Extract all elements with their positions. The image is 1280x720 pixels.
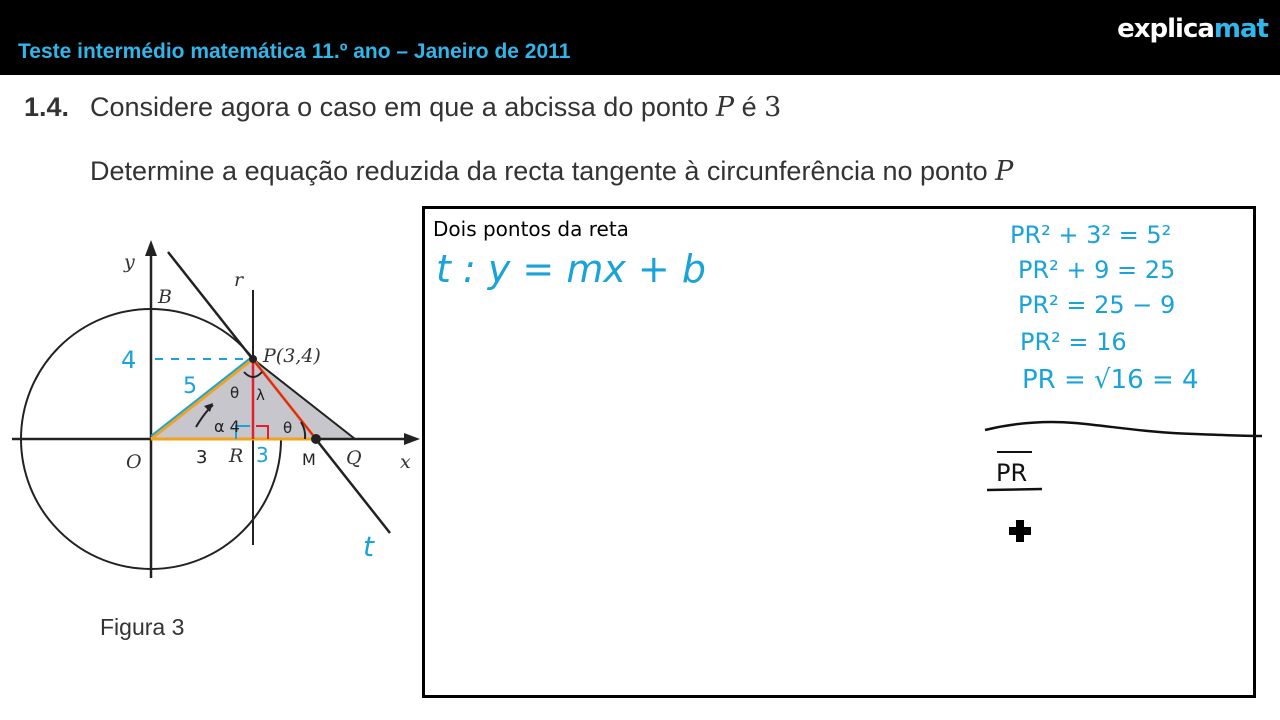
point-p	[249, 355, 257, 363]
label-p: P(3,4)	[263, 345, 321, 367]
label-y: y	[124, 251, 135, 273]
brand-logo	[1117, 14, 1268, 44]
calc-line-1: PR² + 3² = 5²	[1010, 221, 1172, 249]
annot-three-left: 3	[196, 447, 208, 468]
annot-alpha-four: α 4	[214, 417, 240, 436]
y-axis-arrow	[145, 240, 157, 256]
x-axis-arrow	[404, 433, 420, 445]
annot-lambda: λ	[256, 386, 265, 404]
abscissa-value: 3	[764, 92, 782, 123]
label-x: x	[400, 451, 411, 473]
calc-line-5: PR = √16 = 4	[1022, 365, 1199, 395]
question-number: 1.4.	[24, 92, 70, 122]
annot-theta-right: θ	[283, 419, 293, 437]
video-title: Teste intermédio matemática 11.º ano – Janeiro de 2011	[18, 40, 571, 63]
point-p-var: P	[715, 92, 735, 123]
label-q: Q	[346, 447, 362, 469]
figure-caption: Figura 3	[100, 614, 185, 640]
label-b: B	[158, 286, 172, 308]
question-line-2	[90, 156, 1013, 187]
annot-three-right: 3	[256, 443, 269, 467]
label-r-point: R	[229, 445, 244, 467]
point-m	[311, 434, 321, 444]
annot-theta-top: θ	[230, 384, 240, 402]
geometry-figure	[0, 200, 420, 620]
tangent-equation: t : y = mx + b	[436, 247, 706, 291]
board-label: Dois pontos da reta	[433, 217, 629, 241]
annot-four: 4	[121, 346, 137, 374]
calc-line-4: PR² = 16	[1020, 328, 1127, 356]
annot-five: 5	[183, 374, 197, 399]
whiteboard[interactable]	[422, 206, 1256, 698]
question-line-1-mid: é	[741, 92, 757, 122]
label-o: O	[126, 451, 142, 473]
header-bar	[0, 0, 1280, 75]
fraction-numerator: PR	[996, 459, 1028, 487]
calc-line-2: PR² + 9 = 25	[1018, 256, 1176, 284]
label-r: r	[234, 269, 244, 291]
question-line-2-text: Determine a equação reduzida da recta tangente à circunferência no ponto	[90, 156, 988, 186]
question-line-1	[90, 92, 781, 123]
calc-line-3: PR² = 25 − 9	[1018, 291, 1176, 319]
point-p-var-2: P	[995, 156, 1014, 187]
annot-t: t	[363, 530, 374, 563]
logo-prefix: explica	[1117, 14, 1214, 44]
logo-suffix: mat	[1213, 14, 1268, 44]
annot-m: M	[302, 450, 316, 469]
question-line-1-text: Considere agora o caso em que a abcissa do ponto	[90, 92, 709, 122]
